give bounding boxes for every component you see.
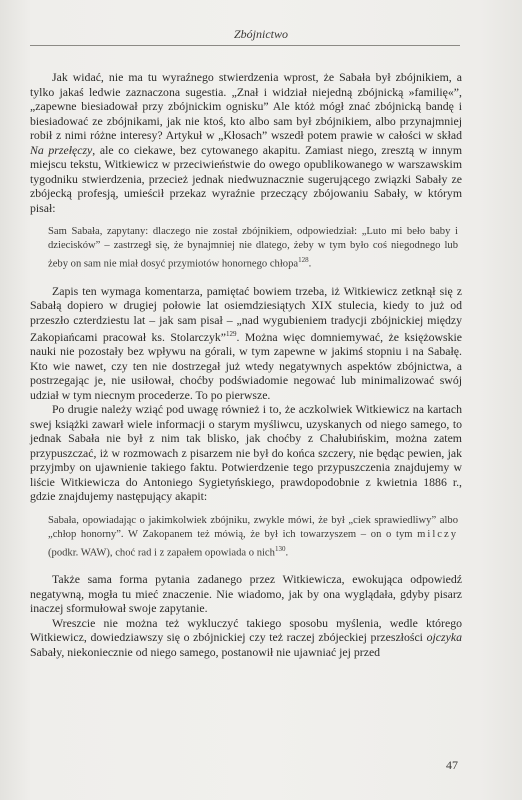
paragraph-2: Zapis ten wymaga komentarza, pamiętać bowiem trzeba, iż Witkiewicz zetknął się z Sabałą dopiero w drugiej połowie lat osiemdziesiątych XIX stulecia, kiedy to już od przeszło czterdziestu lat – jak sam pisał – „nad wygubieniem tradycji zbójnickiej między Zakopiańcami pracował ks. Stolarczyk”$^{129}$. Można więc domniemywać, że księżowskie nauki nie pozostały bez wpływu na górali, w tym zapewne w jakimś stopniu i na Sabałę. Kto wie nawet, czy ten nie dostrzegał już wtedy negatywnych aspektów zbójnictwa, a postrzegając je, nie usiłował, choćby podświadomie negować lub minimalizować swój udział w tym niecnym procederze. To po pierwsze. xyxy=(30,283,462,402)
block-quote-2: Sabała, opowiadając o jakimkolwiek zbójniku, zwykle mówi, że był „ciek sprawiedliwy” albo „chłop honorny”. W Zakopanem też mówią, że był ich towarzyszem – on o tym milczy (podkr. WAW), choć rad i z zapałem opowiada o nich$^{130}$. xyxy=(48,514,458,559)
footnote-ref: 130 xyxy=(274,544,286,553)
block-quote-1: Sam Sabała, zapytany: dlaczego nie został zbójnikiem, odpowiedział: „Luto mi beło baby i dziecisków” – zastrzegł się, że bynajmniej nie dlatego, żeby w tym było coś niegodnego lub żeby on sam nie miał dosyć przymiotów honornego chłopa$^{128}$. xyxy=(48,226,458,270)
footnote-ref: 129 xyxy=(226,330,237,339)
paragraph-4: Także sama forma pytania zadanego przez Witkiewicza, ewokująca odpowiedź negatywną, mogła tu mieć znaczenie. Nie wiadomo, jak by ona wyglądała, gdyby pisarz inaczej sformułował swoje zapytanie. xyxy=(30,572,462,616)
page-number: 47 xyxy=(446,758,458,772)
header-rule xyxy=(30,45,460,46)
paragraph-5: Wreszcie nie można też wykluczyć takiego sposobu myślenia, wedle którego Witkiewicz, dowiedziawszy się o zbójnickiej czy też raczej zbójeckiej przeszłości ojczyka Sabały, niekoniecznie od niego samego, postanowił nie ujawniać jej przed xyxy=(30,615,462,659)
paragraph-1: Jak widać, nie ma tu wyraźnego stwierdzenia wprost, że Sabała był zbójnikiem, a tylko jakaś ledwie zaznaczona sugestia. „Znał i widział niejedną zbójnicką »familię«”, „zapewne biesiadował przy zbójnickim ognisku” Ale któż mógł znać zbójnicką bandę i biesiadować ze zbójnikami, jak nie ktoś, kto albo sam był zbójnikiem, albo przynajmniej robił z nimi różne interesy? Artykuł w „Kłosach” wszedł potem prawie w całości w skład Na przełęczy, ale co ciekawe, bez cytowanego akapitu. Zamiast niego, zresztą w innym miejscu tekstu, Witkiewicz w przeciwieństwie do owego opublikowanego w warszawskim tygodniku stwierdzenia, przecież jednak niedwuznacznie sugerującego związki Sabały ze zbójecką profesją, umieścił przekaz wyraźnie przeczący zbójowaniu Sabały, w którym pisał: xyxy=(30,70,462,215)
paragraph-3: Po drugie należy wziąć pod uwagę również i to, że aczkolwiek Witkiewicz na kartach swej książki zawarł wiele informacji o starym myśliwcu, uzyskanych od niego samego, to jednak Sabała nie był z nim tak blisko, jak choćby z Chałubińskim, można zatem przypuszczać, iż w rozmowach z pisarzem nie był do końca szczery, nie będąc pewien, jak przyjmby on ujawnienie takiego faktu. Potwierdzenie tego przypuszczenia znajdujemy w liście Witkiewicza do Antoniego Sygietyńskiego, prawdopodobnie z kwietnia 1886 r., gdzie znajdujemy następujący akapit: xyxy=(30,402,462,504)
running-title: Zbójnictwo xyxy=(233,27,288,41)
footnote-ref: 128 xyxy=(298,256,309,264)
body-text xyxy=(30,70,462,659)
